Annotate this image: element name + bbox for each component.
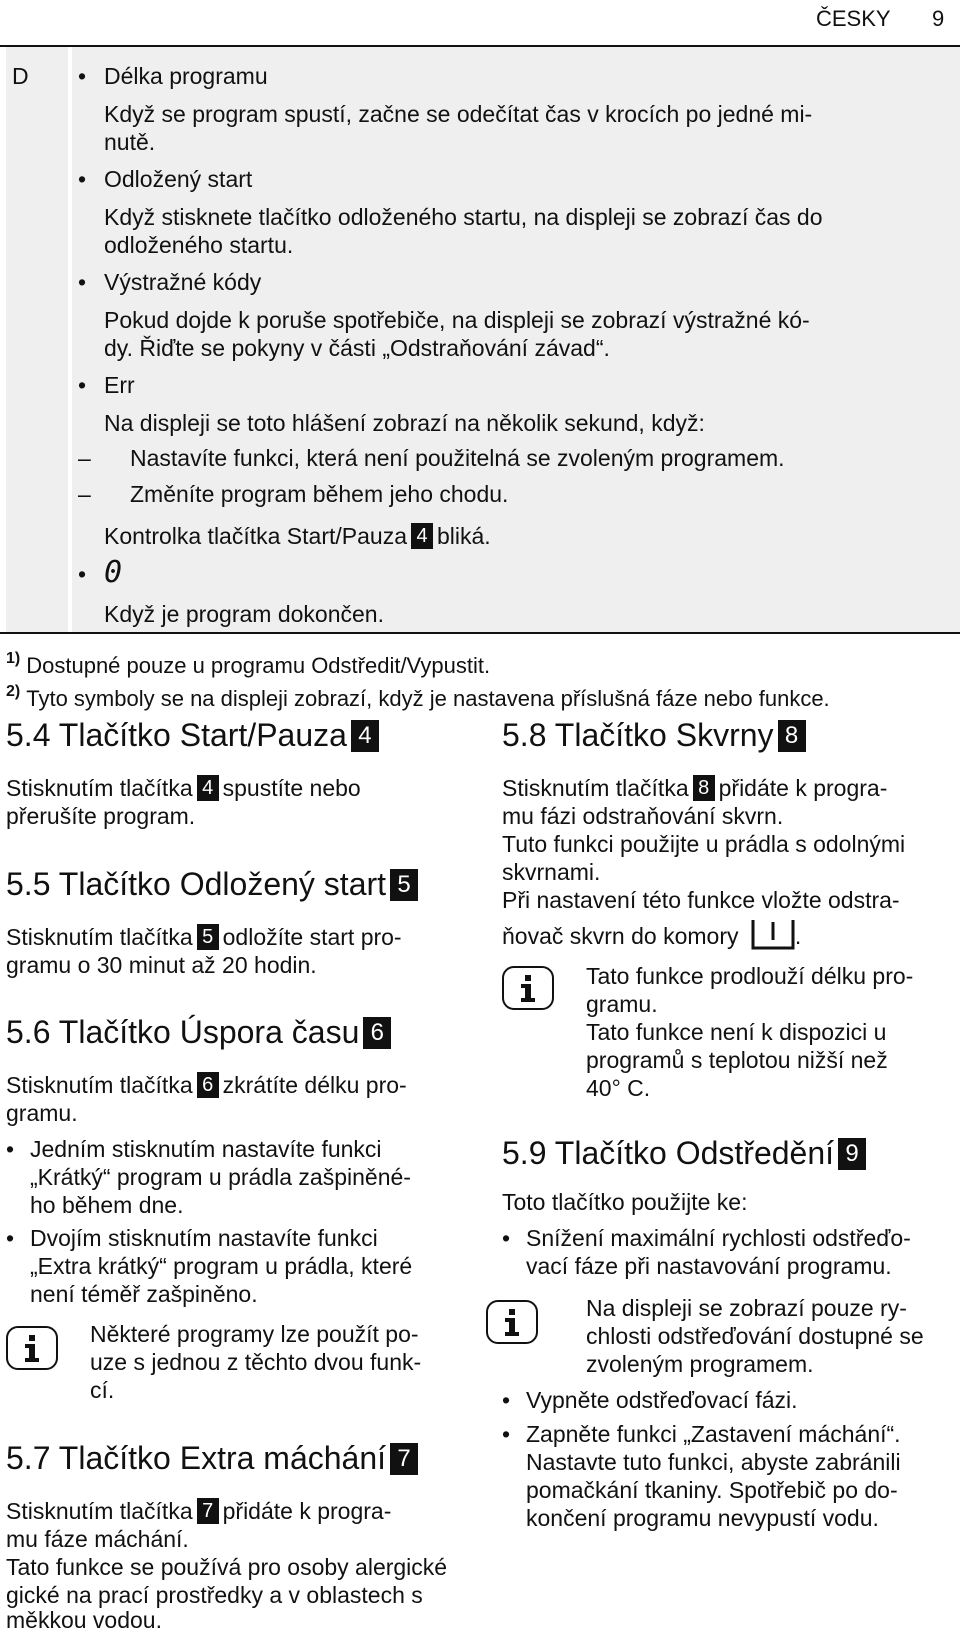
bullet: • <box>78 63 87 89</box>
info-text: Některé programy lze použít po- <box>90 1321 419 1347</box>
bullet: • <box>502 1387 511 1413</box>
footnote-mark: 1) <box>6 650 21 667</box>
dash: – <box>78 481 91 507</box>
para-line: mu fáze máchání. <box>6 1526 189 1552</box>
para-line <box>6 1497 391 1525</box>
item-note <box>104 522 491 550</box>
text: Stisknutím tlačítka <box>6 775 193 801</box>
text: Stisknutím tlačítka <box>502 775 689 801</box>
dash-item: Nastavíte funkci, která není použitelná se zvoleným programem. <box>130 445 785 471</box>
button-number-badge: 7 <box>197 1498 219 1524</box>
info-text: chlosti odstřeďování dostupné se <box>586 1323 924 1349</box>
section-heading-5-5 <box>6 865 422 903</box>
section-number: 5.7 <box>6 1440 51 1476</box>
bullet: • <box>6 1225 15 1251</box>
row-label: D <box>12 63 29 89</box>
section-number: 5.5 <box>6 866 51 902</box>
item-desc: odloženého startu. <box>104 232 294 258</box>
para-line <box>502 774 887 802</box>
para-line: přerušíte program. <box>6 803 196 829</box>
bullet: • <box>502 1225 511 1251</box>
section-heading-5-6 <box>6 1013 395 1051</box>
bullet-line: Dvojím stisknutím nastavíte funkci <box>30 1225 378 1251</box>
bullet-line: končení programu nevypustí vodu. <box>526 1505 879 1531</box>
bullet: • <box>78 561 87 587</box>
bullet-line: Vypněte odstřeďovací fázi. <box>526 1387 798 1413</box>
para-line: Toto tlačítko použijte ke: <box>502 1189 748 1215</box>
text: přidáte k progra- <box>222 1498 392 1524</box>
note-text: Kontrolka tlačítka Start/Pauza <box>104 523 407 549</box>
para-line <box>502 918 801 956</box>
section-title: Tlačítko Odložený start <box>58 866 387 902</box>
bullet-line: není téměř zašpiněno. <box>30 1281 258 1307</box>
bullet: • <box>78 269 87 295</box>
info-icon <box>486 1300 538 1344</box>
section-number: 5.4 <box>6 717 51 753</box>
button-number-badge: 8 <box>778 720 806 752</box>
button-number-badge: 4 <box>197 775 219 801</box>
para-line: Tuto funkci použijte u prádla s odolnými <box>502 831 906 857</box>
section-title: Tlačítko Start/Pauza <box>58 717 347 753</box>
bullet-line: Nastavte tuto funkci, abyste zabránili <box>526 1449 901 1475</box>
footnote-2 <box>6 679 830 712</box>
bullet-line: Snížení maximální rychlosti odstřeďo- <box>526 1225 911 1251</box>
info-text: Tato funkce prodlouží délku pro- <box>586 963 914 989</box>
page-number: 9 <box>932 6 945 31</box>
para-line: gramu o 30 minut až 20 hodin. <box>6 952 317 978</box>
info-text: Na displeji se zobrazí pouze ry- <box>586 1295 907 1321</box>
text: zkrátíte délku pro- <box>222 1072 407 1098</box>
bullet-line: vací fáze při nastavování programu. <box>526 1253 892 1279</box>
para-line: gické na prací prostředky a v oblastech s <box>6 1582 423 1608</box>
text: přidáte k progra- <box>718 775 888 801</box>
footnote-text: Tyto symboly se na displeji zobrazí, když je nastavena příslušná fáze nebo funkce. <box>26 686 830 711</box>
button-number-badge: 7 <box>390 1443 418 1475</box>
para-line <box>6 1071 407 1099</box>
info-icon <box>502 966 554 1010</box>
footnote-1 <box>6 646 490 679</box>
item-desc: Na displeji se toto hlášení zobrazí na několik sekund, když: <box>104 410 705 436</box>
item-desc: Pokud dojde k poruše spotřebiče, na displeji se zobrazí výstražné kó- <box>104 307 810 333</box>
section-title: Tlačítko Úspora času <box>58 1014 360 1050</box>
item-title: Err <box>104 372 135 398</box>
item-desc: Když se program spustí, začne se odečítat čas v krocích po jedné mi- <box>104 101 813 127</box>
compartment-icon <box>751 918 795 956</box>
para-line: mu fázi odstraňování skvrn. <box>502 803 784 829</box>
info-text: uze s jednou z těchto dvou funk- <box>90 1349 422 1375</box>
item-title: Délka programu <box>104 63 268 89</box>
dash: – <box>78 445 91 471</box>
item-desc: Když je program dokončen. <box>104 601 384 627</box>
button-number-badge: 8 <box>693 775 715 801</box>
item-title: Výstražné kódy <box>104 269 262 295</box>
button-number-badge: 6 <box>197 1072 219 1098</box>
bullet: • <box>502 1421 511 1447</box>
footnote-mark: 2) <box>6 683 21 700</box>
button-number-badge: 4 <box>411 523 433 549</box>
section-heading-5-7 <box>6 1439 422 1477</box>
bullet-line: „Krátký“ program u prádla zašpiněné- <box>30 1164 411 1190</box>
language-label: ČESKY <box>816 6 891 31</box>
section-number: 5.6 <box>6 1014 51 1050</box>
bullet: • <box>78 372 87 398</box>
dash-item: Změníte program během jeho chodu. <box>130 481 509 507</box>
para-line: Při nastavení této funkce vložte odstra- <box>502 887 900 913</box>
text: odložíte start pro- <box>222 924 402 950</box>
text: Stisknutím tlačítka <box>6 1072 193 1098</box>
info-text: zvoleným programem. <box>586 1351 814 1377</box>
info-text: cí. <box>90 1377 115 1403</box>
para-line: skvrnami. <box>502 859 601 885</box>
bullet-line: ho během dne. <box>30 1192 184 1218</box>
footnote-text: Dostupné pouze u programu Odstředit/Vypustit. <box>26 653 491 678</box>
display-zero-symbol: 0 <box>104 555 123 590</box>
item-desc: nutě. <box>104 129 156 155</box>
bullet-line: Zapněte funkci „Zastavení máchání“. <box>526 1421 901 1447</box>
info-text: programů s teplotou nižší než <box>586 1047 888 1073</box>
table-bottom-rule <box>0 632 960 634</box>
text: Stisknutím tlačítka <box>6 924 193 950</box>
text: ňovač skvrn do komory <box>502 923 739 949</box>
text: . <box>794 923 802 949</box>
info-text: 40° C. <box>586 1075 651 1101</box>
section-title: Tlačítko Odstředění <box>554 1135 835 1171</box>
item-title: Odložený start <box>104 166 253 192</box>
table-label-cell <box>6 47 68 632</box>
info-text: Tato funkce není k dispozici u <box>586 1019 887 1045</box>
button-number-badge: 6 <box>363 1017 391 1049</box>
section-heading-5-4 <box>6 716 383 754</box>
text: Stisknutím tlačítka <box>6 1498 193 1524</box>
section-heading-5-9 <box>502 1134 870 1172</box>
info-icon <box>6 1326 58 1370</box>
section-heading-5-8 <box>502 716 810 754</box>
bullet: • <box>6 1136 15 1162</box>
bullet-line: pomačkání tkaniny. Spotřebič po do- <box>526 1477 898 1503</box>
para-line: gramu. <box>6 1100 78 1126</box>
text: spustíte nebo <box>222 775 361 801</box>
para-line <box>6 923 402 951</box>
section-title: Tlačítko Extra máchání <box>58 1440 387 1476</box>
button-number-badge: 9 <box>838 1138 866 1170</box>
item-desc: Když stisknete tlačítko odloženého startu, na displeji se zobrazí čas do <box>104 204 823 230</box>
bullet: • <box>78 166 87 192</box>
bullet-line: Jedním stisknutím nastavíte funkci <box>30 1136 382 1162</box>
note-text: bliká. <box>437 523 491 549</box>
bullet-line: „Extra krátký“ program u prádla, které <box>30 1253 413 1279</box>
item-desc: dy. Řiďte se pokyny v části „Odstraňování závad“. <box>104 335 610 361</box>
para-line <box>6 774 361 802</box>
button-number-badge: 5 <box>197 924 219 950</box>
para-line: měkkou vodou. <box>6 1607 162 1633</box>
section-number: 5.8 <box>502 717 547 753</box>
info-text: gramu. <box>586 991 658 1017</box>
button-number-badge: 5 <box>390 869 418 901</box>
section-title: Tlačítko Skvrny <box>554 717 774 753</box>
para-line: Tato funkce se používá pro osoby alergické <box>6 1554 448 1580</box>
button-number-badge: 4 <box>351 720 379 752</box>
section-number: 5.9 <box>502 1135 547 1171</box>
